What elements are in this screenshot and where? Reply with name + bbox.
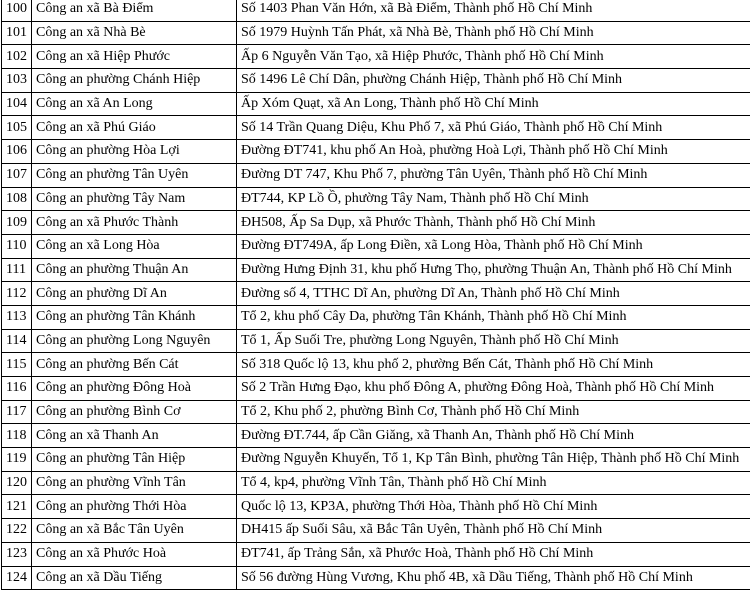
station-address-cell: ĐH508, Ấp Sa Dụp, xã Phước Thành, Thành phố Hồ Chí Minh xyxy=(237,211,750,235)
station-address-cell: ĐT741, ấp Trảng Sắn, xã Phước Hoà, Thành phố Hồ Chí Minh xyxy=(237,542,750,566)
station-address-cell: Tổ 2, khu phố Cây Da, phường Tân Khánh, Thành phố Hồ Chí Minh xyxy=(237,305,750,329)
station-name-cell: Công an xã Bà Điểm xyxy=(32,0,237,21)
table-row xyxy=(2,258,750,282)
station-name-cell: Công an phường Đông Hoà xyxy=(32,377,237,401)
station-address-cell: ĐT744, KP Lồ Ồ, phường Tây Nam, Thành phố Hồ Chí Minh xyxy=(237,187,750,211)
station-address-cell: Đường Hưng Định 31, khu phố Hưng Thọ, phường Thuận An, Thành phố Hồ Chí Minh xyxy=(237,258,750,282)
table-row xyxy=(2,116,750,140)
police-station-table xyxy=(1,0,750,590)
station-name-cell: Công an xã Phước Thành xyxy=(32,211,237,235)
row-number-cell: 100 xyxy=(2,0,32,21)
row-number-cell: 118 xyxy=(2,424,32,448)
table-row xyxy=(2,566,750,590)
table-row xyxy=(2,471,750,495)
table-row xyxy=(2,353,750,377)
station-address-cell: Ấp Xóm Quạt, xã An Long, Thành phố Hồ Chí Minh xyxy=(237,92,750,116)
row-number-cell: 117 xyxy=(2,400,32,424)
table-body xyxy=(2,0,750,590)
row-number-cell: 124 xyxy=(2,566,32,590)
station-name-cell: Công an xã Long Hòa xyxy=(32,234,237,258)
station-name-cell: Công an phường Hòa Lợi xyxy=(32,140,237,164)
station-address-cell: Đường ĐT.744, ấp Cần Giăng, xã Thanh An, Thành phố Hồ Chí Minh xyxy=(237,424,750,448)
row-number-cell: 114 xyxy=(2,329,32,353)
row-number-cell: 115 xyxy=(2,353,32,377)
table-row xyxy=(2,448,750,472)
row-number-cell: 123 xyxy=(2,542,32,566)
station-address-cell: Số 56 đường Hùng Vương, Khu phố 4B, xã Dầu Tiếng, Thành phố Hồ Chí Minh xyxy=(237,566,750,590)
row-number-cell: 121 xyxy=(2,495,32,519)
station-address-cell: DH415 ấp Suối Sâu, xã Bắc Tân Uyên, Thành phố Hồ Chí Minh xyxy=(237,519,750,543)
row-number-cell: 105 xyxy=(2,116,32,140)
station-address-cell: Đường DT 747, Khu Phố 7, phường Tân Uyên, Thành phố Hồ Chí Minh xyxy=(237,163,750,187)
station-name-cell: Công an phường Bến Cát xyxy=(32,353,237,377)
station-address-cell: Số 1496 Lê Chí Dân, phường Chánh Hiệp, Thành phố Hồ Chí Minh xyxy=(237,69,750,93)
station-name-cell: Công an xã Nhà Bè xyxy=(32,21,237,45)
table-row xyxy=(2,495,750,519)
station-address-cell: Số 1403 Phan Văn Hớn, xã Bà Điểm, Thành phố Hồ Chí Minh xyxy=(237,0,750,21)
row-number-cell: 109 xyxy=(2,211,32,235)
station-name-cell: Công an phường Chánh Hiệp xyxy=(32,69,237,93)
row-number-cell: 110 xyxy=(2,234,32,258)
row-number-cell: 103 xyxy=(2,69,32,93)
station-name-cell: Công an phường Long Nguyên xyxy=(32,329,237,353)
table-row xyxy=(2,519,750,543)
station-address-cell: Đường ĐT749A, ấp Long Điền, xã Long Hòa, Thành phố Hồ Chí Minh xyxy=(237,234,750,258)
station-address-cell: Tổ 2, Khu phố 2, phường Bình Cơ, Thành phố Hồ Chí Minh xyxy=(237,400,750,424)
station-name-cell: Công an phường Tân Uyên xyxy=(32,163,237,187)
station-name-cell: Công an phường Tân Hiệp xyxy=(32,448,237,472)
station-name-cell: Công an phường Thuận An xyxy=(32,258,237,282)
row-number-cell: 112 xyxy=(2,282,32,306)
row-number-cell: 107 xyxy=(2,163,32,187)
row-number-cell: 122 xyxy=(2,519,32,543)
station-name-cell: Công an phường Dĩ An xyxy=(32,282,237,306)
row-number-cell: 113 xyxy=(2,305,32,329)
station-address-cell: Tổ 4, kp4, phường Vĩnh Tân, Thành phố Hồ Chí Minh xyxy=(237,471,750,495)
table-row xyxy=(2,305,750,329)
station-name-cell: Công an xã Bắc Tân Uyên xyxy=(32,519,237,543)
table-row xyxy=(2,140,750,164)
station-address-cell: Đường số 4, TTHC Dĩ An, phường Dĩ An, Thành phố Hồ Chí Minh xyxy=(237,282,750,306)
station-name-cell: Công an phường Tây Nam xyxy=(32,187,237,211)
station-address-cell: Số 2 Trần Hưng Đạo, khu phố Đông A, phường Đông Hoà, Thành phố Hồ Chí Minh xyxy=(237,377,750,401)
station-name-cell: Công an phường Thới Hòa xyxy=(32,495,237,519)
station-address-cell: Đường ĐT741, khu phố An Hoà, phường Hoà Lợi, Thành phố Hồ Chí Minh xyxy=(237,140,750,164)
station-address-cell: Số 1979 Huỳnh Tấn Phát, xã Nhà Bè, Thành phố Hồ Chí Minh xyxy=(237,21,750,45)
table-row xyxy=(2,542,750,566)
row-number-cell: 104 xyxy=(2,92,32,116)
station-address-cell: Số 318 Quốc lộ 13, khu phố 2, phường Bến Cát, Thành phố Hồ Chí Minh xyxy=(237,353,750,377)
table-row xyxy=(2,400,750,424)
table-row xyxy=(2,377,750,401)
table-row xyxy=(2,0,750,21)
station-name-cell: Công an phường Vĩnh Tân xyxy=(32,471,237,495)
table-row xyxy=(2,424,750,448)
station-name-cell: Công an xã Thanh An xyxy=(32,424,237,448)
station-name-cell: Công an xã Hiệp Phước xyxy=(32,45,237,69)
row-number-cell: 120 xyxy=(2,471,32,495)
row-number-cell: 102 xyxy=(2,45,32,69)
table-row xyxy=(2,329,750,353)
row-number-cell: 116 xyxy=(2,377,32,401)
row-number-cell: 111 xyxy=(2,258,32,282)
station-address-cell: Tổ 1, Ấp Suối Tre, phường Long Nguyên, Thành phố Hồ Chí Minh xyxy=(237,329,750,353)
row-number-cell: 106 xyxy=(2,140,32,164)
table-row xyxy=(2,45,750,69)
row-number-cell: 101 xyxy=(2,21,32,45)
station-address-cell: Đường Nguyễn Khuyến, Tổ 1, Kp Tân Bình, phường Tân Hiệp, Thành phố Hồ Chí Minh xyxy=(237,448,750,472)
station-address-cell: Ấp 6 Nguyễn Văn Tạo, xã Hiệp Phước, Thành phố Hồ Chí Minh xyxy=(237,45,750,69)
station-name-cell: Công an xã Phú Giáo xyxy=(32,116,237,140)
table-row xyxy=(2,211,750,235)
station-name-cell: Công an xã An Long xyxy=(32,92,237,116)
table-row xyxy=(2,187,750,211)
station-address-cell: Quốc lộ 13, KP3A, phường Thới Hòa, Thành phố Hồ Chí Minh xyxy=(237,495,750,519)
station-name-cell: Công an xã Dầu Tiếng xyxy=(32,566,237,590)
table-row xyxy=(2,21,750,45)
table-row xyxy=(2,92,750,116)
table-row xyxy=(2,234,750,258)
row-number-cell: 119 xyxy=(2,448,32,472)
station-address-cell: Số 14 Trần Quang Diệu, Khu Phố 7, xã Phú Giáo, Thành phố Hồ Chí Minh xyxy=(237,116,750,140)
row-number-cell: 108 xyxy=(2,187,32,211)
station-name-cell: Công an phường Tân Khánh xyxy=(32,305,237,329)
table-row xyxy=(2,163,750,187)
station-name-cell: Công an xã Phước Hoà xyxy=(32,542,237,566)
station-name-cell: Công an phường Bình Cơ xyxy=(32,400,237,424)
table-row xyxy=(2,282,750,306)
table-row xyxy=(2,69,750,93)
